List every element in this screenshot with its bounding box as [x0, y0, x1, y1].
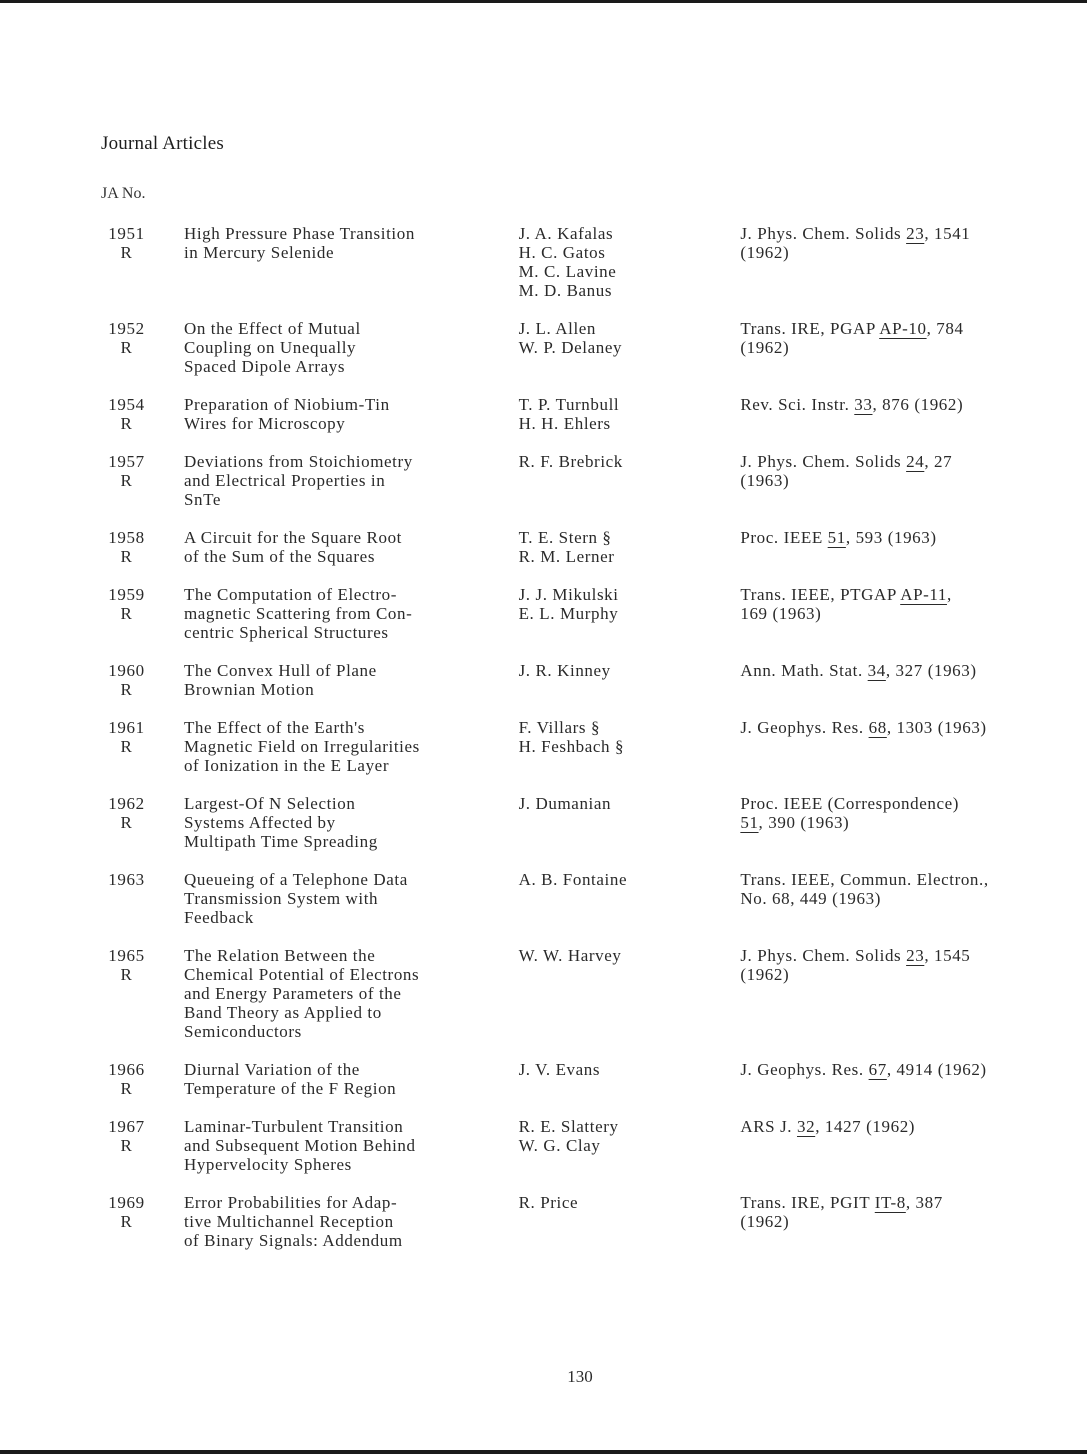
article-title-line: of Binary Signals: Addendum	[183, 1231, 403, 1250]
journal-articles-list	[100, 224, 1080, 1269]
publication-year: 169 (1963)	[740, 604, 822, 623]
article-entry	[100, 452, 1080, 509]
article-title	[184, 1193, 519, 1250]
ja-number	[100, 870, 153, 927]
article-authors	[519, 794, 741, 851]
ja-number	[100, 319, 153, 376]
publication-line-2	[740, 604, 1080, 623]
article-authors	[519, 870, 741, 927]
ja-number-suffix: R	[120, 471, 133, 490]
publication-line-1	[740, 794, 1080, 813]
article-title-line: Chemical Potential of Electrons	[183, 965, 420, 984]
volume-number: 32	[796, 1117, 816, 1136]
ja-number	[100, 585, 153, 642]
publication-reference	[740, 395, 1080, 433]
article-entry	[100, 794, 1080, 851]
publication-line-1	[740, 585, 1080, 604]
article-title	[184, 452, 519, 509]
ja-number-column-label: JA No.	[101, 185, 146, 202]
article-title-line: Diurnal Variation of the	[183, 1060, 360, 1079]
author-name: T. E. Stern §	[518, 528, 612, 547]
publication-line-1	[740, 452, 1080, 471]
ja-number	[100, 528, 153, 566]
publication-line-2	[740, 813, 1080, 832]
publication-line-2	[740, 471, 1080, 490]
author-name: W. W. Harvey	[518, 946, 622, 965]
author-name: R. E. Slattery	[518, 1117, 619, 1136]
article-authors	[519, 1060, 741, 1098]
page-and-year: , 327 (1963)	[885, 661, 977, 680]
article-title-line: Preparation of Niobium-Tin	[183, 395, 390, 414]
publication-year: (1962)	[740, 1212, 790, 1231]
article-title-line: Multipath Time Spreading	[183, 832, 378, 851]
journal-name: Trans. IRE, PGIT	[740, 1193, 875, 1212]
author-name: F. Villars §	[518, 718, 601, 737]
publication-reference	[740, 718, 1080, 775]
article-title-line: High Pressure Phase Transition	[183, 224, 415, 243]
ja-number-suffix: R	[120, 1136, 133, 1155]
article-title-line: Brownian Motion	[183, 680, 315, 699]
article-title-line: Semiconductors	[183, 1022, 302, 1041]
article-entry	[100, 946, 1080, 1041]
author-name: M. C. Lavine	[518, 262, 617, 281]
page-and-year: , 4914 (1962)	[886, 1060, 987, 1079]
page-and-year: , 876 (1962)	[872, 395, 964, 414]
author-name: J. Dumanian	[518, 794, 612, 813]
publication-year: , 390 (1963)	[758, 813, 850, 832]
article-title	[184, 395, 519, 433]
publication-line-1	[740, 1193, 1080, 1212]
article-title-line: and Energy Parameters of the	[183, 984, 402, 1003]
article-authors	[519, 585, 741, 642]
article-title-line: On the Effect of Mutual	[183, 319, 361, 338]
page-number: 130	[567, 1367, 593, 1386]
ja-number-value: 1963	[108, 870, 145, 889]
publication-reference	[740, 946, 1080, 1041]
article-title-line: Spaced Dipole Arrays	[183, 357, 346, 376]
publication-line-2	[740, 338, 1080, 357]
page-and-year: , 593 (1963)	[845, 528, 937, 547]
article-entry	[100, 395, 1080, 433]
article-title-line: The Convex Hull of Plane	[183, 661, 377, 680]
publication-line-1	[740, 528, 1080, 547]
publication-line-1	[740, 718, 1080, 737]
page-and-year: , 784	[926, 319, 964, 338]
volume-number: 23	[906, 224, 925, 243]
publication-line-2	[740, 965, 1080, 984]
article-title-line: magnetic Scattering from Con-	[183, 604, 413, 623]
publication-year: No. 68, 449 (1963)	[740, 889, 881, 908]
volume-number: 68	[868, 718, 887, 737]
journal-name: ARS J.	[740, 1117, 797, 1136]
ja-number-suffix: R	[120, 547, 133, 566]
article-title-line: Largest-Of N Selection	[183, 794, 356, 813]
page-and-year: , 1545	[924, 946, 971, 965]
ja-number-value: 1967	[108, 1117, 145, 1136]
article-entry	[100, 585, 1080, 642]
author-name: M. D. Banus	[518, 281, 613, 300]
author-name: W. P. Delaney	[518, 338, 623, 357]
article-title-line: Laminar-Turbulent Transition	[183, 1117, 404, 1136]
ja-number	[100, 1060, 153, 1098]
author-name: H. H. Ehlers	[518, 414, 611, 433]
top-border-rule	[0, 0, 1087, 3]
article-entry	[100, 319, 1080, 376]
article-authors	[519, 661, 741, 699]
article-authors	[519, 452, 741, 509]
ja-number-value: 1965	[108, 946, 145, 965]
article-title-line: tive Multichannel Reception	[183, 1212, 394, 1231]
article-title-line: Systems Affected by	[183, 813, 336, 832]
ja-number-value: 1962	[108, 794, 145, 813]
bottom-border-rule	[0, 1450, 1087, 1454]
journal-name: J. Phys. Chem. Solids	[740, 452, 907, 471]
ja-number-suffix: R	[120, 1079, 133, 1098]
ja-number-suffix: R	[120, 737, 133, 756]
page-and-year: , 1427 (1962)	[815, 1117, 916, 1136]
article-title-line: Band Theory as Applied to	[183, 1003, 382, 1022]
author-name: W. G. Clay	[518, 1136, 601, 1155]
journal-name: J. Geophys. Res.	[740, 1060, 869, 1079]
article-title-line: SnTe	[183, 490, 222, 509]
publication-reference	[740, 528, 1080, 566]
ja-number-suffix: R	[120, 813, 133, 832]
article-entry	[100, 224, 1080, 300]
publication-year: (1962)	[740, 965, 790, 984]
journal-name: J. Phys. Chem. Solids	[740, 946, 907, 965]
ja-number	[100, 661, 153, 699]
ja-number-value: 1952	[108, 319, 145, 338]
ja-number-suffix: R	[120, 604, 133, 623]
publication-line-1	[740, 1060, 1080, 1079]
author-name: H. Feshbach §	[518, 737, 625, 756]
journal-name: Trans. IEEE, Commun. Electron.,	[740, 870, 989, 889]
volume-number: AP-10	[879, 319, 927, 338]
article-title	[184, 1060, 519, 1098]
article-authors	[519, 718, 741, 775]
author-name: A. B. Fontaine	[518, 870, 628, 889]
article-title-line: and Subsequent Motion Behind	[183, 1136, 416, 1155]
article-entry	[100, 1193, 1080, 1250]
volume-number: 33	[854, 395, 873, 414]
page-and-year: ,	[946, 585, 952, 604]
page-and-year: , 1303 (1963)	[886, 718, 987, 737]
journal-name: Proc. IEEE	[740, 528, 828, 547]
ja-number-value: 1959	[108, 585, 145, 604]
page-and-year: , 387	[905, 1193, 943, 1212]
article-title-line: of Ionization in the E Layer	[183, 756, 390, 775]
article-title-line: and Electrical Properties in	[183, 471, 386, 490]
publication-line-2	[740, 1212, 1080, 1231]
article-authors	[519, 528, 741, 566]
journal-name: Proc. IEEE (Correspondence)	[740, 794, 960, 813]
publication-reference	[740, 1060, 1080, 1098]
publication-line-1	[740, 1117, 1080, 1136]
publication-reference	[740, 1193, 1080, 1250]
article-title	[184, 585, 519, 642]
ja-number-value: 1957	[108, 452, 145, 471]
ja-number-suffix: R	[120, 338, 133, 357]
article-entry	[100, 1060, 1080, 1098]
publication-line-2	[740, 243, 1080, 262]
publication-year: (1963)	[740, 471, 790, 490]
ja-number-suffix: R	[120, 680, 133, 699]
article-title-line: Temperature of the F Region	[183, 1079, 397, 1098]
publication-reference	[740, 224, 1080, 300]
ja-number	[100, 718, 153, 775]
article-title-line: The Effect of the Earth's	[183, 718, 366, 737]
author-name: J. A. Kafalas	[518, 224, 614, 243]
ja-number	[100, 946, 153, 1041]
publication-year: (1962)	[740, 338, 790, 357]
ja-number-value: 1966	[108, 1060, 145, 1079]
ja-number	[100, 1193, 153, 1250]
article-title-line: in Mercury Selenide	[183, 243, 335, 262]
author-name: J. V. Evans	[518, 1060, 601, 1079]
article-authors	[519, 1193, 741, 1250]
publication-reference	[740, 585, 1080, 642]
author-name: J. L. Allen	[518, 319, 597, 338]
ja-number	[100, 452, 153, 509]
article-title-line: Deviations from Stoichiometry	[183, 452, 413, 471]
publication-reference	[740, 319, 1080, 376]
section-heading: Journal Articles	[101, 133, 224, 154]
ja-number	[100, 1117, 153, 1174]
ja-number-suffix: R	[120, 965, 133, 984]
volume-number: 51	[827, 528, 846, 547]
author-name: E. L. Murphy	[518, 604, 619, 623]
volume-number: 34	[867, 661, 886, 680]
volume-number: 24	[906, 452, 925, 471]
ja-number-value: 1958	[108, 528, 145, 547]
article-entry	[100, 661, 1080, 699]
article-title-line: Queueing of a Telephone Data	[183, 870, 408, 889]
ja-number-value: 1951	[108, 224, 145, 243]
ja-number-value: 1960	[108, 661, 145, 680]
volume-number: AP-11	[900, 585, 947, 604]
publication-reference	[740, 870, 1080, 927]
author-name: H. C. Gatos	[518, 243, 606, 262]
article-title	[184, 1117, 519, 1174]
ja-number-suffix: R	[120, 243, 133, 262]
article-authors	[519, 1117, 741, 1174]
article-title-line: Magnetic Field on Irregularities	[183, 737, 420, 756]
article-entry	[100, 1117, 1080, 1174]
journal-name: Trans. IEEE, PTGAP	[740, 585, 901, 604]
article-entry	[100, 528, 1080, 566]
ja-number	[100, 395, 153, 433]
article-title-line: The Relation Between the	[183, 946, 376, 965]
publication-reference	[740, 1117, 1080, 1174]
publication-line-1	[740, 661, 1080, 680]
author-name: J. J. Mikulski	[518, 585, 619, 604]
publication-line-1	[740, 870, 1080, 889]
article-authors	[519, 395, 741, 433]
article-title	[184, 946, 519, 1041]
ja-number-suffix: R	[120, 1212, 133, 1231]
author-name: R. F. Brebrick	[518, 452, 623, 471]
article-title	[184, 661, 519, 699]
ja-number	[100, 794, 153, 851]
journal-name: Rev. Sci. Instr.	[740, 395, 855, 414]
page-and-year: , 1541	[924, 224, 971, 243]
publication-line-2	[740, 889, 1080, 908]
article-authors	[519, 319, 741, 376]
volume-number: 67	[868, 1060, 887, 1079]
article-title	[184, 870, 519, 927]
article-title-line: A Circuit for the Square Root	[183, 528, 403, 547]
journal-name: J. Phys. Chem. Solids	[740, 224, 907, 243]
volume-number: IT-8	[874, 1193, 906, 1212]
article-title	[184, 528, 519, 566]
article-title-line: Transmission System with	[183, 889, 379, 908]
article-title-line: of the Sum of the Squares	[183, 547, 376, 566]
article-title-line: centric Spherical Structures	[183, 623, 389, 642]
author-name: J. R. Kinney	[518, 661, 611, 680]
ja-number-value: 1969	[108, 1193, 145, 1212]
journal-name: Trans. IRE, PGAP	[740, 319, 880, 338]
article-entry	[100, 870, 1080, 927]
ja-number-value: 1961	[108, 718, 145, 737]
publication-reference	[740, 794, 1080, 851]
article-entry	[100, 718, 1080, 775]
journal-name: J. Geophys. Res.	[740, 718, 869, 737]
volume-number: 23	[906, 946, 925, 965]
ja-number-value: 1954	[108, 395, 145, 414]
article-authors	[519, 224, 741, 300]
article-title-line: Error Probabilities for Adap-	[183, 1193, 398, 1212]
article-title	[184, 794, 519, 851]
article-title-line: Coupling on Unequally	[183, 338, 357, 357]
publication-line-1	[740, 319, 1080, 338]
article-title-line: The Computation of Electro-	[183, 585, 397, 604]
publication-reference	[740, 452, 1080, 509]
article-title-line: Wires for Microscopy	[183, 414, 346, 433]
author-name: T. P. Turnbull	[518, 395, 620, 414]
article-title	[184, 718, 519, 775]
ja-number-suffix: R	[120, 414, 133, 433]
publication-line-1	[740, 946, 1080, 965]
article-title-line: Feedback	[183, 908, 254, 927]
publication-year: (1962)	[740, 243, 790, 262]
author-name: R. M. Lerner	[518, 547, 615, 566]
article-title-line: Hypervelocity Spheres	[183, 1155, 352, 1174]
article-title	[184, 224, 519, 300]
author-name: R. Price	[518, 1193, 579, 1212]
publication-line-1	[740, 395, 1080, 414]
journal-name: Ann. Math. Stat.	[740, 661, 868, 680]
article-title	[184, 319, 519, 376]
page-and-year: , 27	[924, 452, 953, 471]
volume-number: 51	[740, 813, 759, 832]
publication-line-1	[740, 224, 1080, 243]
article-authors	[519, 946, 741, 1041]
publication-reference	[740, 661, 1080, 699]
ja-number	[100, 224, 153, 300]
